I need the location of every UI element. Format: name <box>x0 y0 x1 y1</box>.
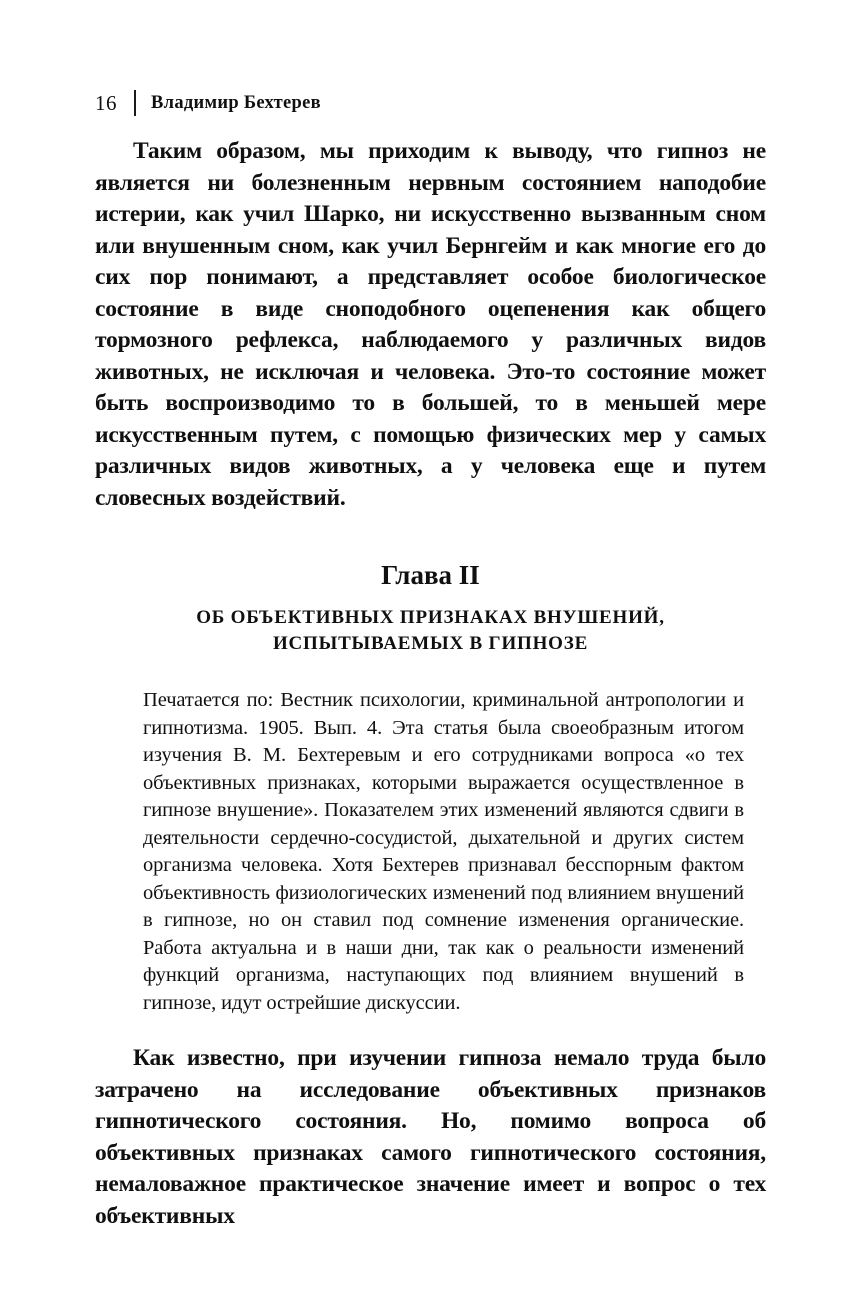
running-head: Владимир Бехтерев <box>151 92 321 113</box>
page-header <box>95 88 766 118</box>
chapter-subtitle: ОБ ОБЪЕКТИВНЫХ ПРИЗНАКАХ ВНУШЕНИЙ, ИСПЫТЫВАЕМЫХ В ГИПНОЗЕ <box>196 607 665 654</box>
body-paragraph: Таким образом, мы приходим к выводу, что гипноз не является ни болезненным нервным состоянием наподобие истерии, как учил Шарко, ни искусственно вызванным сном или внушенным сном, как учил Бернгейм и как многие его до сих пор понимают, а представляет особое биологическое состояние в виде сноподобного оцепенения как общего тормозного рефлекса, наблюдаемого у различных видов животных, не исключая и человека. Это-то состояние может быть воспроизводимо то в большей, то в меньшей мере искусственным путем, с помощью физических мер у самых различных видов животных, а у человека еще и путем словесных воздействий. <box>95 138 766 511</box>
body-paragraph: Как известно, при изучении гипноза немало труда было затрачено на исследование объективных признаков гипнотического состояния. Но, помимо вопроса об объективных признаках самого гипнотического состояния, немаловажное практическое значение имеет и вопрос о тех объективных <box>95 1045 766 1229</box>
page-number: 16 <box>95 90 117 115</box>
header-divider <box>134 90 136 116</box>
chapter-title: Глава II <box>381 560 480 590</box>
editorial-note: Печатается по: Вестник психологии, криминальной антропологии и гипнотизма. 1905. Вып. 4. Эта статья была своеобразным итогом изучения В. М. Бехтеревым и его сотрудниками вопроса «о тех объективных признаках, которыми выражается осуществленное в гипнозе внушение». Показателем этих изменений являются сдвиги в деятельности сердечно-сосудистой, дыхательной и других систем организма человека. Хотя Бехтерев признавал бесспорным фактом объективность физиологических изменений под влиянием внушений в гипнозе, но он ставил под сомнение изменения органические. Работа актуальна и в наши дни, так как о реальности изменений функций организма, наступающих под влиянием внушений в гипнозе, идут острейшие дискуссии. <box>143 689 744 1014</box>
